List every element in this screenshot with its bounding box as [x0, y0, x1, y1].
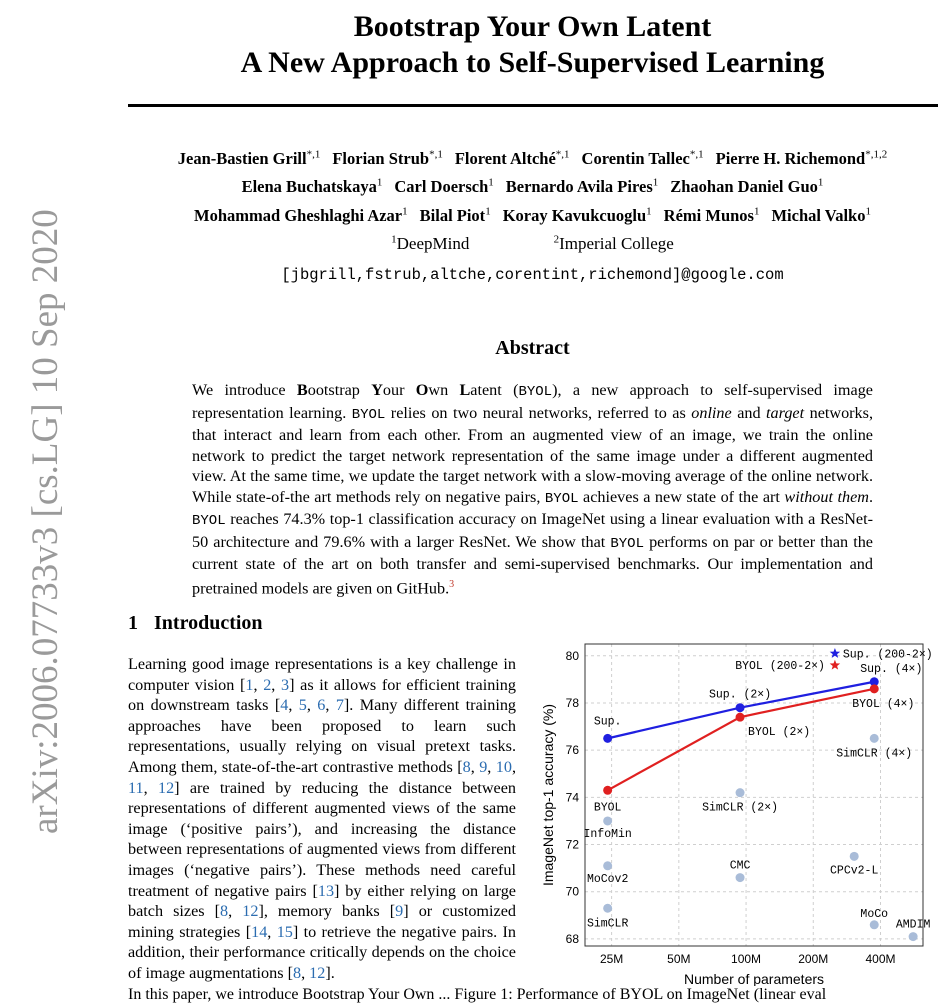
abstract-heading: Abstract	[495, 337, 570, 359]
x-tick-label: 25M	[599, 952, 624, 966]
citation-link[interactable]: 10	[495, 757, 512, 776]
author-name: Mohammad Gheshlaghi Azar	[194, 205, 403, 225]
author-affiliation-mark: 1	[646, 205, 652, 217]
citation-link[interactable]: 15	[276, 922, 293, 941]
point-label: InfoMin	[583, 827, 632, 841]
affiliation-1: $^1$DeepMind	[391, 233, 470, 253]
point-label: Sup. (200-2×)	[842, 648, 933, 662]
authors-row-3	[100, 201, 950, 226]
y-tick-label: 68	[565, 931, 579, 946]
citation-link[interactable]: 14	[251, 922, 268, 941]
author-name: Florian Strub	[332, 148, 430, 168]
author	[420, 206, 491, 225]
citation-link[interactable]: 5	[298, 696, 307, 715]
x-tick-label: 50M	[667, 952, 691, 966]
author	[394, 177, 493, 196]
star-point	[830, 660, 840, 670]
point-label: BYOL (4×)	[852, 697, 915, 711]
point-label: MoCo	[860, 907, 889, 921]
citation-link[interactable]: 2	[263, 675, 272, 694]
citation-link[interactable]: 11	[128, 778, 144, 797]
series-point	[870, 684, 879, 693]
series-point	[603, 786, 612, 795]
author-affiliation-mark: 1	[753, 205, 760, 217]
y-tick-label: 72	[565, 837, 579, 852]
y-tick-label: 80	[565, 648, 579, 663]
section-heading: 1 Introduction	[128, 612, 263, 634]
point-label: Sup.	[593, 715, 622, 729]
author	[178, 149, 321, 168]
author-name: Bilal Piot	[419, 205, 486, 225]
paper-title-line-1: Bootstrap Your Own Latent	[353, 10, 712, 43]
author	[582, 149, 704, 168]
point-label: BYOL	[593, 801, 622, 815]
author-affiliation-mark: 1	[865, 205, 871, 217]
contact-email: [jbgrill,fstrub,altche,corentint,richemond]@google.com	[281, 266, 784, 284]
author-affiliation-mark: 1	[817, 176, 824, 188]
author-affiliation-mark: 1	[402, 205, 408, 217]
author-name: Koray Kavukcuoglu	[502, 205, 647, 225]
citation-link[interactable]: 4	[280, 696, 289, 715]
author	[194, 206, 408, 225]
citation-link[interactable]: 12	[309, 963, 326, 982]
point-label: SimCLR (4×)	[836, 747, 913, 761]
abstract-body: We introduce Bootstrap Your Own Latent (BYOL), a new approach to self-supervised image representation learning. BYOL relies on two neural networks, referred to as online and target networks, that interact and learn from each other. From an augmented view of an image, we train the online network to predict the target network representation of the same image under a different augmented view. At the same time, we update the target network with a slow-moving average of the online network. While state-of-the art methods rely on negative pairs, BYOL achieves a new state of the art without them. BYOL reaches 74.3% top-1 classification accuracy on ImageNet using a linear evaluation with a ResNet-50 architecture and 79.6% with a larger ResNet. We show that BYOL performs on par or better than the current state of the art on both transfer and semi-supervised benchmarks. Our implementation and pretrained models are given on GitHub.$^3$	[192, 381, 873, 597]
author-affiliation-mark: *,1	[429, 148, 443, 160]
y-tick-label: 76	[565, 743, 579, 758]
point-label: BYOL (200-2×)	[735, 660, 825, 674]
author-name: Elena Buchatskaya	[241, 176, 377, 196]
series-point	[603, 734, 612, 743]
citation-link[interactable]: 1	[245, 675, 254, 694]
author	[503, 206, 652, 225]
author-name: Rémi Munos	[663, 205, 754, 225]
point-label: BYOL (2×)	[748, 726, 811, 740]
point-label: CPCv2-L	[830, 864, 879, 878]
y-tick-label: 78	[565, 695, 579, 710]
authors-row-1	[100, 144, 950, 169]
author-affiliation-mark: *,1	[306, 148, 321, 160]
author	[664, 206, 760, 225]
author-affiliation-mark: *,1	[689, 148, 704, 160]
citation-link[interactable]: 8	[292, 963, 302, 982]
author-affiliation-mark: 1	[485, 205, 491, 217]
author-affiliation-mark: 1	[652, 176, 659, 188]
point-label: MoCov2	[586, 872, 629, 886]
point-label: SimCLR	[586, 917, 629, 931]
arxiv-identifier: arXiv:2006.07733v3 [cs.LG] 10 Sep 2020	[25, 209, 66, 834]
bottom-text-fragment: In this paper, we introduce Bootstrap Your Own ... Figure 1: Performance of BYOL on ImageNet (linear eval	[128, 986, 827, 1003]
citation-link[interactable]: 3	[281, 675, 290, 694]
author-affiliation-mark: 1	[488, 176, 494, 188]
affiliations	[100, 233, 950, 254]
author-affiliation-mark: *,1	[555, 148, 570, 160]
other-method-point	[736, 873, 745, 882]
series-point	[736, 703, 745, 712]
point-label: SimCLR (2×)	[702, 801, 779, 815]
point-label: CMC	[729, 859, 751, 873]
author	[332, 149, 442, 168]
citation-link[interactable]: 13	[317, 881, 335, 900]
other-method-point	[603, 816, 612, 825]
author	[242, 177, 383, 196]
citation-link[interactable]: 6	[317, 696, 326, 715]
other-method-point	[736, 788, 745, 797]
other-method-point	[603, 861, 612, 870]
other-method-point	[909, 932, 918, 941]
point-label: Sup. (2×)	[708, 688, 772, 702]
x-tick-label: 100M	[731, 952, 762, 966]
author	[455, 149, 570, 168]
author-name: Michal Valko	[771, 205, 866, 225]
author-affiliation-mark: *,1,2	[865, 148, 888, 160]
citation-link[interactable]: 12	[157, 778, 175, 797]
author-name: Jean-Bastien Grill	[177, 148, 307, 168]
citation-link[interactable]: 9	[395, 902, 404, 921]
x-tick-label: 200M	[798, 952, 829, 966]
author	[771, 206, 870, 225]
citation-link[interactable]: 8	[220, 902, 229, 921]
other-method-point	[850, 852, 859, 861]
author-affiliation-mark: 1	[376, 176, 383, 188]
x-tick-label: 400M	[865, 952, 896, 966]
byol-performance-chart	[535, 638, 935, 986]
author-name: Bernardo Avila Pires	[505, 176, 653, 196]
citation-link[interactable]: 7	[335, 696, 344, 715]
y-tick-label: 70	[565, 884, 579, 899]
author	[716, 149, 888, 168]
author-name: Pierre H. Richemond	[715, 148, 866, 168]
y-tick-label: 74	[565, 790, 579, 805]
author	[506, 177, 658, 196]
star-point	[830, 648, 840, 658]
paper-title-line-2: A New Approach to Self-Supervised Learning	[240, 46, 825, 79]
title-rule	[128, 104, 938, 107]
author-name: Carl Doersch	[394, 176, 489, 196]
footnote-link[interactable]: 3	[449, 578, 455, 590]
author-name: Zhaohan Daniel Guo	[670, 176, 818, 196]
other-method-point	[870, 734, 879, 743]
author	[670, 177, 823, 196]
affiliation-2: $^2$Imperial College	[553, 233, 674, 253]
series-point	[736, 713, 745, 722]
author-name: Corentin Tallec	[581, 148, 690, 168]
author-name: Florent Altché	[454, 148, 556, 168]
point-label: AMDIM	[895, 918, 931, 932]
other-method-point	[870, 920, 879, 929]
citation-link[interactable]: 9	[479, 757, 488, 776]
x-axis-label: Number of parameters	[683, 971, 825, 986]
citation-link[interactable]: 12	[242, 902, 259, 921]
point-label: Sup. (4×)	[860, 662, 923, 676]
other-method-point	[603, 904, 612, 913]
y-axis-label: ImageNet top-1 accuracy (%)	[540, 703, 556, 887]
authors-row-2	[100, 172, 950, 197]
citation-link[interactable]: 8	[462, 757, 471, 776]
intro-paragraph: Learning good image representations is a key challenge in computer vision [1, 2, 3] as it allows for efficient training on downstream tasks [4, 5, 6, 7]. Many different training approaches have been proposed to learn such representations, usually relying on visual pretext tasks. Among them, state-of-the-art contrastive methods [8, 9, 10, 11, 12] are trained by reducing the distance between representations of different augmented views of the same image (‘positive pairs’), and increasing the distance between representations of augmented views from different images (‘negative pairs’). These methods need careful treatment of negative pairs [13] by either relying on large batch sizes [8, 12], memory banks [9] or customized mining strategies [14, 15] to retrieve the negative pairs. In addition, their performance critically depends on the choice of image augmentations [8, 12].	[128, 655, 517, 982]
